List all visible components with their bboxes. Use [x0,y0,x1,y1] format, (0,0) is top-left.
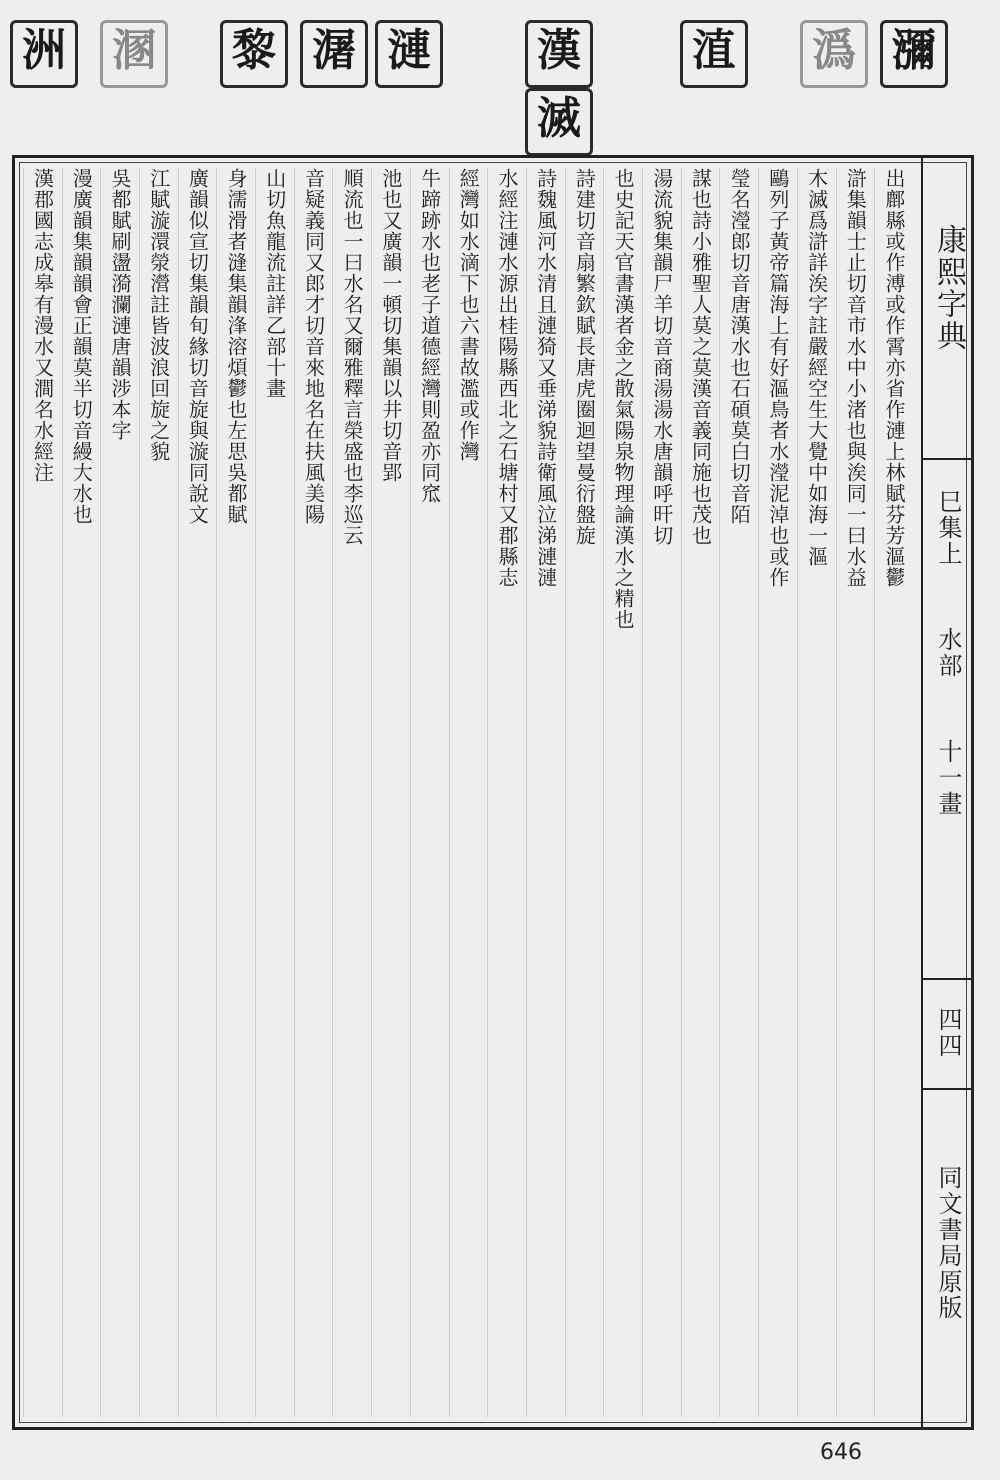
text-column: 湯流貌集韻尸羊切音商湯湯水唐韻呼旰切 [642,168,681,1417]
dictionary-text [23,168,913,1417]
text-column: 水經注漣水源出桂陽縣西北之石塘村又郡縣志 [487,168,526,1417]
volume-label: 巳集上 [934,489,962,567]
seal-glyph: 滅 [525,88,593,156]
header-divider [923,1088,973,1090]
seal-glyph: 漢 [525,20,593,88]
running-header [921,158,971,1427]
leaf-number: 四四 [934,1007,962,1059]
seal-glyph: 淔 [680,20,748,88]
seal-glyph: 溷 [100,20,168,88]
stroke-count: 十一畫 [934,739,962,817]
text-column: 牛蹄跡水也老子道德經灣則盈亦同窊 [410,168,449,1417]
text-column: 滸集韻士止切音市水中小渚也與涘同一曰水益 [836,168,875,1417]
text-column: 身濡滑者漨集韻浲溶煩鬱也左思吳都賦 [216,168,255,1417]
text-column: 木滅爲滸詳涘字註嚴經空生大覺中如海一漚 [797,168,836,1417]
radical-label: 水部 [934,627,962,679]
text-column: 出鄜縣或作溥或作霄亦省作漣上林賦芬芳漚鬱 [874,168,913,1417]
text-column: 漫廣韻集韻韻會正韻莫半切音縵大水也 [62,168,101,1417]
seal-glyph: 瀰 [880,20,948,88]
text-column: 也史記天官書漢者金之散氣陽泉物理論漢水之精也 [603,168,642,1417]
header-divider [923,458,973,460]
seal-glyph: 洲 [10,20,78,88]
text-column: 謀也詩小雅聖人莫之莫漢音義同施也茂也 [681,168,720,1417]
page-number: 646 [820,1440,862,1465]
seal-script-strip [0,0,1000,150]
book-title: 康熙字典 [931,224,966,352]
text-column: 吳都賦刷盪漪瀾漣唐韻涉本字 [100,168,139,1417]
text-column: 音疑義同又郎才切音來地名在扶風美陽 [294,168,333,1417]
text-column: 山切魚龍流註詳乙部十畫 [255,168,294,1417]
text-column: 詩魏風河水清且漣猗又垂涕貌詩衛風泣涕漣漣 [526,168,565,1417]
seal-glyph: 潙 [800,20,868,88]
header-divider [923,978,973,980]
text-column: 廣韻似宣切集韻旬緣切音旋與漩同說文 [178,168,217,1417]
seal-glyph: 潳 [300,20,368,88]
publisher: 同文書局原版 [934,1165,962,1321]
text-column: 瑩名瀅郎切音唐漢水也石碩莫白切音陌 [719,168,758,1417]
text-column: 池也又廣韻一頓切集韻以井切音郢 [371,168,410,1417]
seal-glyph: 漣 [375,20,443,88]
text-column: 順流也一曰水名又爾雅釋言榮盛也李巡云 [332,168,371,1417]
seal-glyph: 黎 [220,20,288,88]
text-column: 漢郡國志成皋有漫水又澗名水經注 [23,168,62,1417]
page-frame [12,155,974,1430]
text-column: 江賦漩澴滎瀯註皆波浪回旋之貌 [139,168,178,1417]
text-column: 詩建切音扇繁欽賦長唐虎圈迴望曼衍盤旋 [565,168,604,1417]
text-column: 鷗列子黃帝篇海上有好漚鳥者水瀅泥淖也或作 [758,168,797,1417]
text-column: 經灣如水滴下也六書故濫或作灣 [449,168,488,1417]
